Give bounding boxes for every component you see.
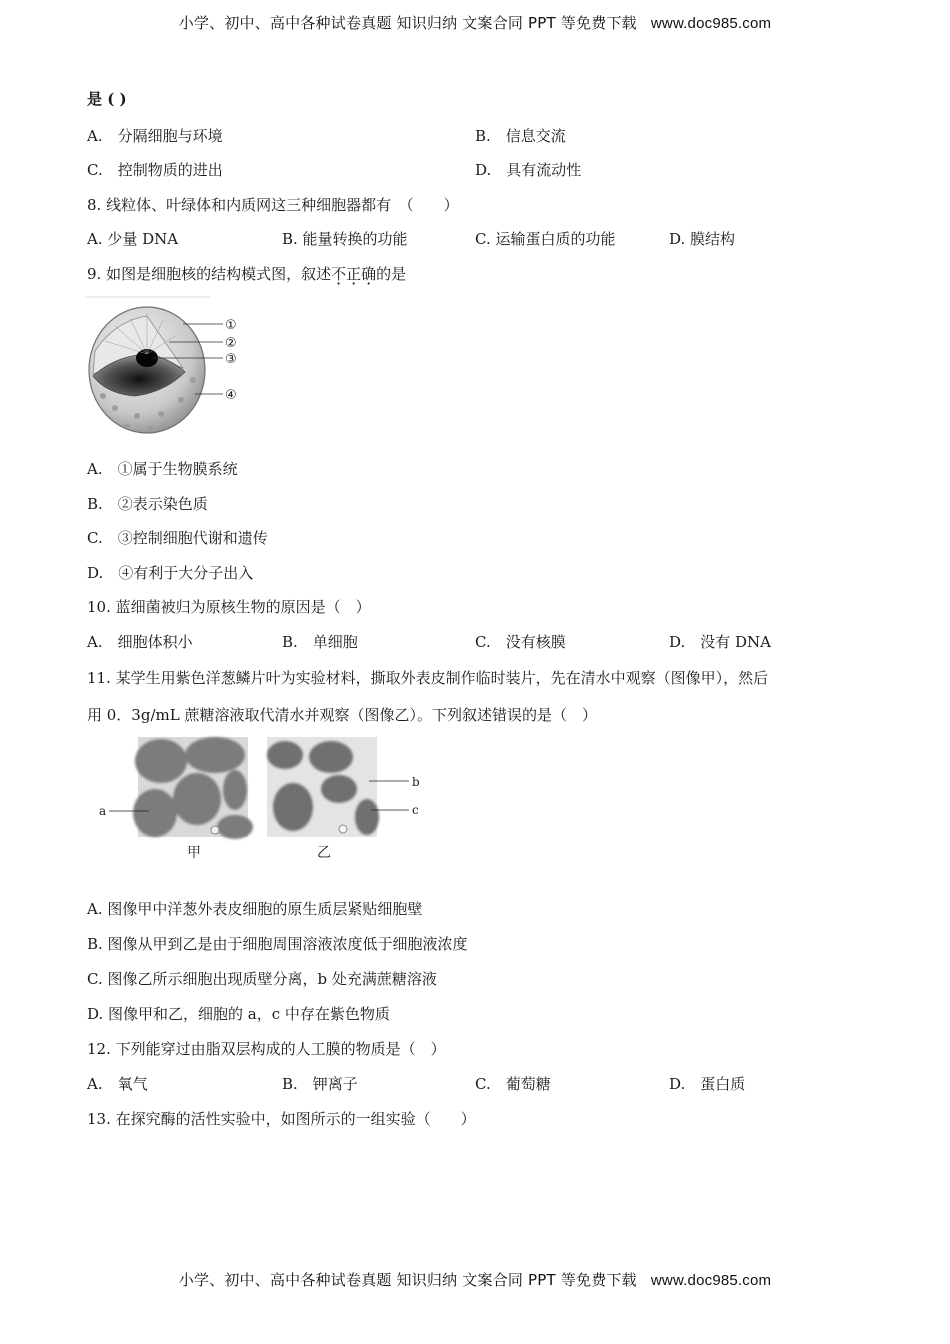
q9-stem-post: 的是 <box>376 265 407 283</box>
micrograph-yi <box>267 737 379 837</box>
q11-option-c: C. 图像乙所示细胞出现质壁分离，b 处充满蔗糖溶液 <box>87 970 437 988</box>
q12-stem: 12. 下列能穿过由脂双层构成的人工膜的物质是（ ） <box>87 1040 446 1058</box>
q11-stem-line2: 用 0．3g/mL 蔗糖溶液取代清水并观察（图像乙）。下列叙述错误的是（ ） <box>87 706 597 724</box>
q9-stem-pre: 9. 如图是细胞核的结构模式图，叙述 <box>87 265 332 283</box>
q7-option-a: A. 分隔细胞与环境 <box>87 127 223 145</box>
q11-fig-label-a: a <box>99 804 107 818</box>
q9-option-d: D. ④有利于大分子出入 <box>87 564 254 582</box>
q11-fig-label-b: b <box>412 775 420 789</box>
q9-emph-2: 正 <box>346 265 362 283</box>
q12-option-c: C. 葡萄糖 <box>475 1075 551 1093</box>
q8-option-a: A. 少量 DNA <box>87 230 179 248</box>
q9-fig-label-2: ② <box>225 336 237 351</box>
footer-text: 小学、初中、高中各种试卷真题 知识归纳 文案合同 PPT 等免费下载 <box>178 1271 637 1289</box>
q12-option-a: A. 氧气 <box>87 1075 148 1093</box>
q11-option-b: B. 图像从甲到乙是由于细胞周围溶液浓度低于细胞液浓度 <box>87 935 468 953</box>
q11-option-d: D. 图像甲和乙，细胞的 a，c 中存在紫色物质 <box>87 1005 390 1023</box>
q9-stem <box>87 264 406 284</box>
micrograph-jia <box>133 737 253 839</box>
q10-stem: 10. 蓝细菌被归为原核生物的原因是（ ） <box>87 598 371 616</box>
q9-option-b: B. ②表示染色质 <box>87 495 208 513</box>
onion-cell-micrographs <box>85 735 425 865</box>
q9-emph-1: 不 <box>331 265 347 283</box>
page-header <box>0 12 950 33</box>
q12-option-d: D. 蛋白质 <box>669 1075 746 1093</box>
q10-option-b: B. 单细胞 <box>282 633 358 651</box>
q11-fig-caption-yi: 乙 <box>317 845 331 861</box>
q9-fig-label-1: ① <box>225 318 237 333</box>
nucleus-diagram <box>85 296 250 438</box>
q8-stem: 8. 线粒体、叶绿体和内质网这三种细胞器都有 （ ） <box>87 196 459 214</box>
q8-option-d: D. 膜结构 <box>669 230 736 248</box>
q10-option-d: D. 没有 DNA <box>669 633 772 651</box>
q13-stem: 13. 在探究酶的活性实验中，如图所示的一组实验（ ） <box>87 1110 476 1128</box>
q10-option-c: C. 没有核膜 <box>475 633 566 651</box>
footer-site[interactable]: www.doc985.com <box>650 1272 772 1289</box>
page-footer <box>0 1269 950 1290</box>
header-site[interactable]: www.doc985.com <box>650 15 772 32</box>
q9-option-a: A. ①属于生物膜系统 <box>87 460 238 478</box>
q10-option-a: A. 细胞体积小 <box>87 633 193 651</box>
q9-option-c: C. ③控制细胞代谢和遗传 <box>87 529 268 547</box>
header-text: 小学、初中、高中各种试卷真题 知识归纳 文案合同 PPT 等免费下载 <box>178 14 637 32</box>
q7-option-b: B. 信息交流 <box>475 127 566 145</box>
q9-fig-label-3: ③ <box>225 352 237 367</box>
q7-option-d: D. 具有流动性 <box>475 161 582 179</box>
q9-emph-3: 确 <box>361 265 377 283</box>
q12-option-b: B. 钾离子 <box>282 1075 358 1093</box>
q7-stem-tail: 是 ( ) <box>87 90 127 108</box>
q7-option-c: C. 控制物质的进出 <box>87 161 223 179</box>
q11-fig-caption-jia: 甲 <box>187 845 201 861</box>
q11-option-a: A. 图像甲中洋葱外表皮细胞的原生质层紧贴细胞壁 <box>87 900 423 918</box>
q9-fig-label-4: ④ <box>225 388 237 403</box>
q8-option-b: B. 能量转换的功能 <box>282 230 408 248</box>
q8-option-c: C. 运输蛋白质的功能 <box>475 230 616 248</box>
q11-fig-label-c: c <box>412 803 419 817</box>
q11-stem-line1: 11. 某学生用紫色洋葱鳞片叶为实验材料，撕取外表皮制作临时装片，先在清水中观察（图像甲），然后 <box>87 669 769 687</box>
